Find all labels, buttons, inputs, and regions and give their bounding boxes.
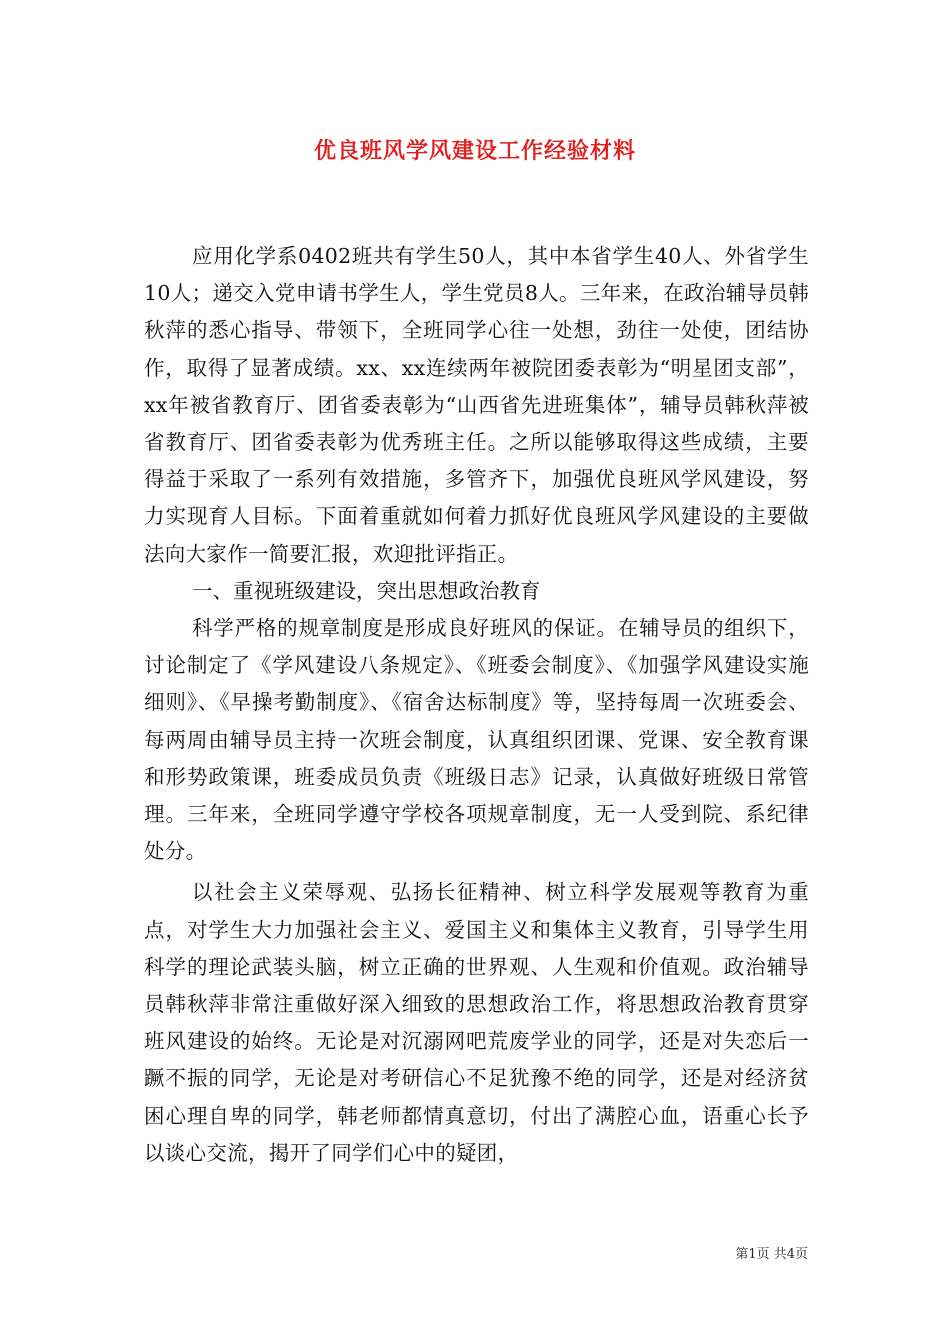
section-heading-1: 一、重视班级建设，突出思想政治教育 [192, 578, 541, 603]
document-title: 优良班风学风建设工作经验材料 [313, 138, 636, 164]
paragraph-education: 以社会主义荣辱观、弘扬长征精神、树立科学发展观等教育为重点，对学生大力加强社会主义、爱国主义和集体主义教育，引导学生用科学的理论武装头脑，树立正确的世界观、人生观和价值观。政治辅导员韩秋萍非常注重做好深入细致的思想政治工作，将思想政治教育贯穿班风建设的始终。无论是对沉溺网吧荒废学业的同学，还是对失恋后一蹶不振的同学，无论是对考研信心不足犹豫不绝的同学，还是对经济贫困心理自卑的同学，韩老师都情真意切，付出了满腔心血，语重心长予以谈心交流，揭开了同学们心中的疑团， [144, 880, 809, 1165]
page-number: 第1页 共4页 [735, 1247, 808, 1262]
paragraph-rules: 科学严格的规章制度是形成良好班风的保证。在辅导员的组织下，讨论制定了《学风建设八条规定》、《班委会制度》、《加强学风建设实施细则》、《早操考勤制度》、《宿舍达标制度》等，坚持每周一次班委会、每两周由辅导员主持一次班会制度，认真组织团课、党课、安全教育课和形势政策课，班委成员负责《班级日志》记录，认真做好班级日常管理。三年来，全班同学遵守学校各项规章制度，无一人受到院、系纪律处分。 [144, 616, 809, 864]
document-body [144, 238, 809, 1172]
paragraph-intro: 应用化学系0402班共有学生50人，其中本省学生40人、外省学生10人；递交入党申请书学生人，学生党员8人。三年来，在政治辅导员韩秋萍的悉心指导、带领下，全班同学心往一处想，劲往一处使，团结协作，取得了显著成绩。xx、xx连续两年被院团委表彰为“明星团支部”，xx年被省教育厅、团省委表彰为“山西省先进班集体”，辅导员韩秋萍被省教育厅、团省委表彰为优秀班主任。之所以能够取得这些成绩，主要得益于采取了一系列有效措施，多管齐下，加强优良班风学风建设，努力实现育人目标。下面着重就如何着力抓好优良班风学风建设的主要做法向大家作一简要汇报，欢迎批评指正。 [144, 244, 809, 566]
